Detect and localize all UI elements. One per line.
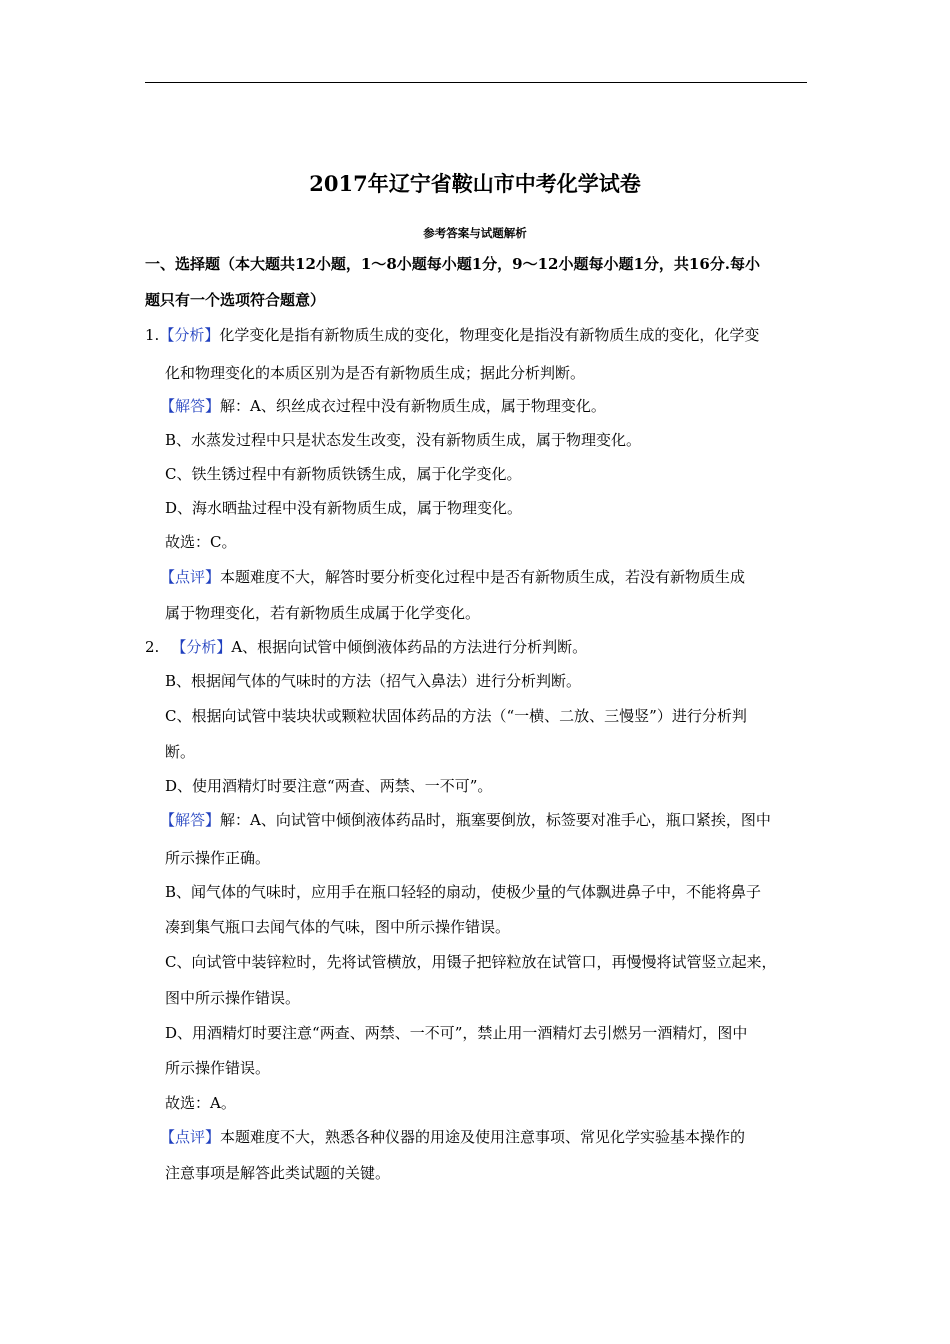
q2-comment-text-1: 本题难度不大，熟悉各种仪器的用途及使用注意事项、常见化学实验基本操作的 (220, 1128, 746, 1146)
q2-answer-d-line-1: D、用酒精灯时要注意“两查、两禁、一不可”，禁止用一酒精灯去引燃另一酒精灯，图中 (165, 1024, 748, 1042)
q1-comment-text-1: 本题难度不大，解答时要分析变化过程中是否有新物质生成，若没有新物质生成 (220, 568, 746, 586)
q2-comment-tag: 【点评】 (160, 1128, 221, 1146)
q1-comment-line-1 (160, 567, 745, 587)
q1-answer-line-1 (160, 396, 606, 416)
q2-answer-c-line-1: C、向试管中装锌粒时，先将试管横放，用镊子把锌粒放在试管口，再慢慢将试管竖立起来， (165, 953, 777, 971)
section-heading-line-2: 题只有一个选项符合题意） (145, 291, 326, 309)
q1-answer-option-c: C、铁生锈过程中有新物质铁锈生成，属于化学变化。 (165, 465, 522, 483)
q2-answer-line-1 (160, 810, 771, 830)
q1-comment-line-2: 属于物理变化，若有新物质生成属于化学变化。 (165, 604, 481, 622)
page-subtitle: 参考答案与试题解析 (423, 226, 527, 240)
q2-choice: 故选：A。 (165, 1094, 236, 1112)
q2-answer-a-line-2: 所示操作正确。 (165, 849, 271, 867)
q1-analysis-line-1 (145, 325, 759, 345)
q2-analysis-option-b: B、根据闻气体的气味时的方法（招气入鼻法）进行分析判断。 (165, 672, 582, 690)
q1-answer-text-1: 解：A、织丝成衣过程中没有新物质生成，属于物理变化。 (220, 397, 606, 415)
q2-analysis-option-d: D、使用酒精灯时要注意“两查、两禁、一不可”。 (165, 777, 493, 795)
header-rule (145, 82, 807, 83)
q1-answer-option-b: B、水蒸发过程中只是状态发生改变，没有新物质生成，属于物理变化。 (165, 431, 642, 449)
q2-answer-c-line-2: 图中所示操作错误。 (165, 989, 301, 1007)
q2-answer-tag: 【解答】 (160, 811, 221, 829)
q2-answer-b-line-2: 凑到集气瓶口去闻气体的气味，图中所示操作错误。 (165, 918, 511, 936)
q1-choice: 故选：C。 (165, 533, 237, 551)
q1-analysis-line-2: 化和物理变化的本质区别为是否有新物质生成；据此分析判断。 (165, 364, 586, 382)
q2-analysis-text-1: A、根据向试管中倾倒液体药品的方法进行分析判断。 (231, 638, 588, 656)
q2-answer-b-line-1: B、闻气体的气味时，应用手在瓶口轻轻的扇动，使极少量的气体飘进鼻子中，不能将鼻子 (165, 883, 762, 901)
q2-analysis-option-c-line-1: C、根据向试管中装块状或颗粒状固体药品的方法（“一横、二放、三慢竖”）进行分析判 (165, 707, 747, 725)
q2-answer-text-1: 解：A、向试管中倾倒液体药品时，瓶塞要倒放，标签要对准手心，瓶口紧挨，图中 (220, 811, 771, 829)
q1-analysis-text-1: 化学变化是指有新物质生成的变化，物理变化是指没有新物质生成的变化，化学变 (219, 326, 760, 344)
q1-answer-option-d: D、海水晒盐过程中没有新物质生成，属于物理变化。 (165, 499, 523, 517)
section-heading-line-1: 一、选择题（本大题共12小题，1～8小题每小题1分，9～12小题每小题1分，共16分.每小 (145, 255, 761, 273)
q2-analysis-tag: 【分析】 (171, 638, 232, 656)
q1-number: 1. (145, 326, 160, 344)
q2-analysis-line-1 (145, 637, 587, 657)
q2-analysis-option-c-line-2: 断。 (165, 743, 196, 761)
q1-comment-tag: 【点评】 (160, 568, 221, 586)
q2-comment-line-1 (160, 1127, 745, 1147)
q1-analysis-tag: 【分析】 (159, 326, 220, 344)
q2-comment-line-2: 注意事项是解答此类试题的关键。 (165, 1164, 391, 1182)
q1-answer-tag: 【解答】 (160, 397, 221, 415)
q2-number: 2. (145, 638, 160, 656)
q2-answer-d-line-2: 所示操作错误。 (165, 1059, 271, 1077)
page-title: 2017年辽宁省鞍山市中考化学试卷 (309, 171, 641, 196)
